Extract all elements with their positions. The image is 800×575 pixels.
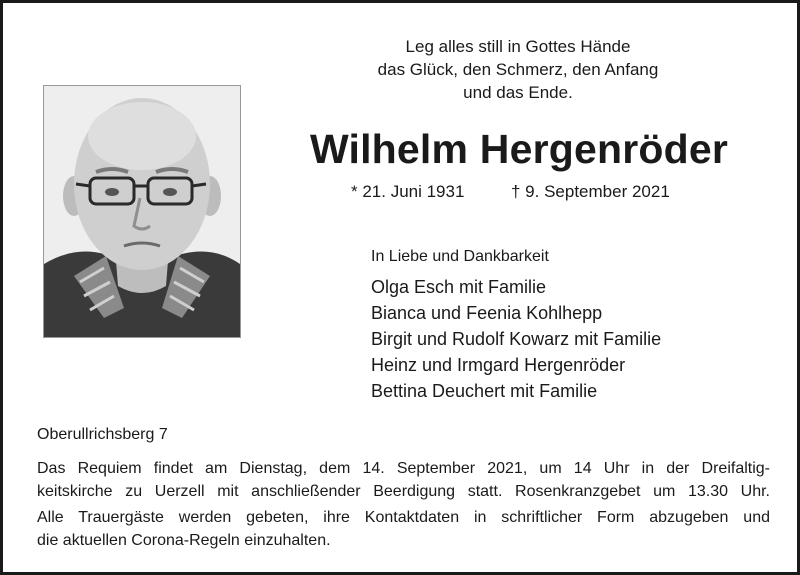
death-date: † 9. September 2021 <box>511 182 670 201</box>
address: Oberullrichsberg 7 <box>37 426 168 443</box>
mourner-entry: Birgit und Rudolf Kowarz mit Familie <box>371 329 662 349</box>
mourner-entry: Bianca und Feenia Kohlhepp <box>371 303 603 323</box>
verse-line: und das Ende. <box>463 83 573 102</box>
deceased-name: Wilhelm Hergenröder <box>309 126 729 172</box>
verse-line: Leg alles still in Gottes Hände <box>405 37 631 56</box>
verse <box>303 35 733 104</box>
portrait-photo <box>43 85 241 338</box>
verse-line: das Glück, den Schmerz, den Anfang <box>377 60 659 79</box>
guests-line: Alle Trauergäste werden gebeten, ihre Kontaktdaten in schriftlicher Form abzugeben und <box>37 509 770 526</box>
guests-paragraph <box>37 506 770 552</box>
dedication-text: In Liebe und Dankbarkeit <box>371 248 549 265</box>
requiem-paragraph <box>37 457 770 503</box>
mourner-entry: Olga Esch mit Familie <box>371 277 547 297</box>
mourners-list <box>371 274 661 404</box>
guests-line: die aktuellen Corona-Regeln einzuhalten. <box>37 532 331 549</box>
mourner-entry: Bettina Deuchert mit Familie <box>371 381 598 401</box>
mourner-entry: Heinz und Irmgard Hergenröder <box>371 355 626 375</box>
requiem-line: keitskirche zu Uerzell mit anschließender Beerdigung statt. Rosenkranzgebet um 13.30 Uhr. <box>37 483 770 500</box>
birth-date: * 21. Juni 1931 <box>351 182 465 201</box>
requiem-line: Das Requiem findet am Dienstag, dem 14. September 2021, um 14 Uhr in der Dreifaltig- <box>37 460 770 477</box>
